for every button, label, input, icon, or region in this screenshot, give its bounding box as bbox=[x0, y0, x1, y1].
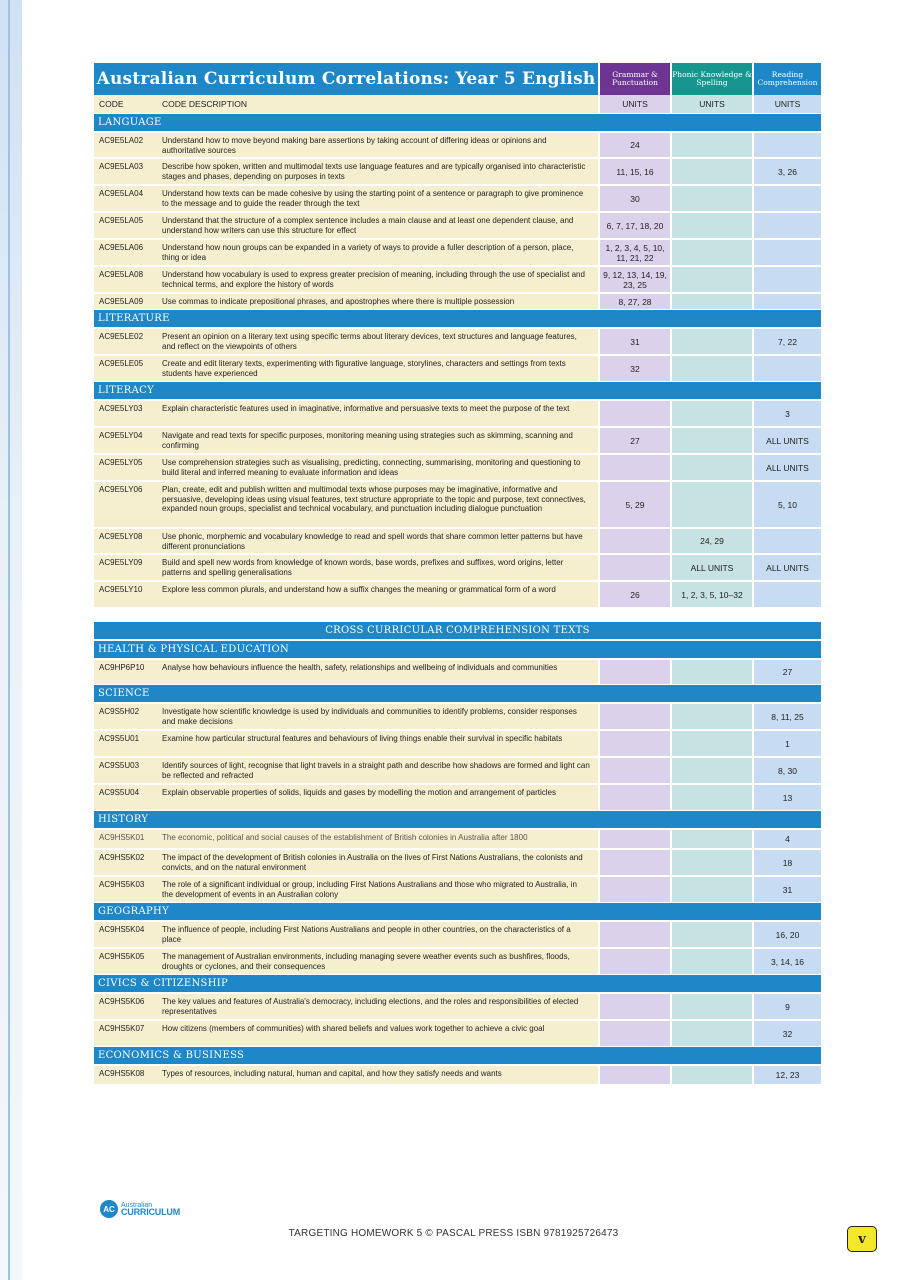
table-row bbox=[94, 240, 821, 265]
table-row bbox=[94, 329, 821, 354]
phonic-units-cell bbox=[670, 482, 752, 527]
row-description: Understand how noun groups can be expanded in a variety of ways to provide a fuller description of a person, place, thing or idea bbox=[160, 240, 598, 265]
row-code: AC9E5LA02 bbox=[94, 133, 160, 157]
row-code: AC9E5LE02 bbox=[94, 329, 160, 354]
row-description: Analyse how behaviours influence the health, safety, relationships and wellbeing of individuals and communities bbox=[160, 660, 598, 684]
phonic-units-cell bbox=[670, 401, 752, 426]
table-row bbox=[94, 529, 821, 553]
table-row bbox=[94, 159, 821, 184]
table-row bbox=[94, 704, 821, 729]
row-code: AC9HS5K08 bbox=[94, 1066, 160, 1084]
table-row bbox=[94, 1066, 821, 1084]
table-row bbox=[94, 785, 821, 810]
row-description: The impact of the development of British colonies in Australia on the lives of First Nations Australians, the colonists and convicts, and on the natural environment bbox=[160, 850, 598, 875]
row-code: AC9E5LY03 bbox=[94, 401, 160, 426]
section-header: HEALTH & PHYSICAL EDUCATION bbox=[94, 641, 821, 658]
grammar-units-cell: 6, 7, 17, 18, 20 bbox=[598, 213, 670, 238]
reading-units-cell: 16, 20 bbox=[752, 922, 821, 947]
reading-units-cell: 7, 22 bbox=[752, 329, 821, 354]
table-row bbox=[94, 850, 821, 875]
row-code: AC9E5LY08 bbox=[94, 529, 160, 553]
reading-units-cell: 27 bbox=[752, 660, 821, 684]
row-code: AC9HS5K01 bbox=[94, 830, 160, 848]
row-description: The key values and features of Australia's democracy, including elections, and the roles and responsibilities of elected representatives bbox=[160, 994, 598, 1019]
grammar-units-cell bbox=[598, 830, 670, 848]
row-description: Understand that the structure of a complex sentence includes a main clause and at least one dependent clause, and understand how writers can use this structure for effect bbox=[160, 213, 598, 238]
reading-units-cell: 1 bbox=[752, 731, 821, 756]
phonic-units-cell bbox=[670, 830, 752, 848]
grammar-units-header: UNITS bbox=[598, 95, 670, 113]
grammar-units-cell: 9, 12, 13, 14, 19, 23, 25 bbox=[598, 267, 670, 292]
table-row bbox=[94, 830, 821, 848]
reading-units-cell: 8, 30 bbox=[752, 758, 821, 783]
phonic-units-cell bbox=[670, 660, 752, 684]
row-description: Types of resources, including natural, human and capital, and how they satisfy needs and wants bbox=[160, 1066, 598, 1084]
row-code: AC9HS5K04 bbox=[94, 922, 160, 947]
header-grammar-punctuation: Grammar & Punctuation bbox=[598, 63, 670, 95]
row-description: Understand how vocabulary is used to express greater precision of meaning, including through the use of specialist and technical terms, and explore the history of words bbox=[160, 267, 598, 292]
phonic-units-cell bbox=[670, 949, 752, 974]
table-row bbox=[94, 758, 821, 783]
header-phonic-knowledge-spelling: Phonic Knowledge & Spelling bbox=[670, 63, 752, 95]
row-code: AC9S5H02 bbox=[94, 704, 160, 729]
grammar-units-cell: 32 bbox=[598, 356, 670, 381]
page-number: v bbox=[847, 1226, 877, 1252]
code-header: CODE bbox=[99, 99, 124, 109]
row-code: AC9E5LA09 bbox=[94, 294, 160, 309]
grammar-units-cell bbox=[598, 949, 670, 974]
row-description: Present an opinion on a literary text using specific terms about literary devices, text structures and language features, and reflect on the viewpoints of others bbox=[160, 329, 598, 354]
grammar-units-cell bbox=[598, 401, 670, 426]
row-description: Examine how particular structural features and behaviours of living things enable their survival in specific habitats bbox=[160, 731, 598, 756]
row-description: Investigate how scientific knowledge is used by individuals and communities to identify problems, consider responses and make decisions bbox=[160, 704, 598, 729]
phonic-units-cell bbox=[670, 294, 752, 309]
reading-units-cell bbox=[752, 529, 821, 553]
grammar-units-cell bbox=[598, 1066, 670, 1084]
phonic-units-cell bbox=[670, 877, 752, 902]
reading-units-cell: 32 bbox=[752, 1021, 821, 1046]
section-header: HISTORY bbox=[94, 811, 821, 828]
row-code: AC9E5LE05 bbox=[94, 356, 160, 381]
row-code: AC9E5LY05 bbox=[94, 455, 160, 480]
reading-units-cell: ALL UNITS bbox=[752, 555, 821, 580]
reading-units-cell: ALL UNITS bbox=[752, 428, 821, 453]
phonic-units-cell bbox=[670, 850, 752, 875]
row-description: Plan, create, edit and publish written and multimodal texts whose purposes may be imaginative, informative and persuasive, developing ideas using visual features, text structure appropriate to the topic and purpose, text connectives, expanded noun groups, specialist and technical vocabulary, and punctuation including dialogue punctuation bbox=[160, 482, 598, 527]
reading-units-cell bbox=[752, 356, 821, 381]
phonic-units-cell bbox=[670, 785, 752, 810]
row-code: AC9E5LY10 bbox=[94, 582, 160, 607]
row-description: Explain observable properties of solids, liquids and gases by modelling the motion and arrangement of particles bbox=[160, 785, 598, 810]
row-description: Build and spell new words from knowledge of known words, base words, prefixes and suffixes, word origins, letter patterns and spelling generalisations bbox=[160, 555, 598, 580]
table-row bbox=[94, 428, 821, 453]
table-row bbox=[94, 582, 821, 607]
table-row bbox=[94, 660, 821, 684]
table-row bbox=[94, 555, 821, 580]
correlation-table bbox=[94, 63, 821, 1084]
ac-logo-icon: AC bbox=[100, 1200, 118, 1218]
reading-units-cell bbox=[752, 186, 821, 211]
section-header: LANGUAGE bbox=[94, 114, 821, 131]
reading-units-cell: 8, 11, 25 bbox=[752, 704, 821, 729]
section-header: LITERATURE bbox=[94, 310, 821, 327]
table-row bbox=[94, 401, 821, 426]
section-header: SCIENCE bbox=[94, 685, 821, 702]
row-description: Explore less common plurals, and understand how a suffix changes the meaning or grammatical form of a word bbox=[160, 582, 598, 607]
row-description: Understand how texts can be made cohesive by using the starting point of a sentence or paragraph to give prominence to the message and to guide the reader through the text bbox=[160, 186, 598, 211]
phonic-units-cell bbox=[670, 133, 752, 157]
table-row bbox=[94, 133, 821, 157]
reading-units-cell: 13 bbox=[752, 785, 821, 810]
table-row bbox=[94, 294, 821, 309]
phonic-units-cell: ALL UNITS bbox=[670, 555, 752, 580]
grammar-units-cell: 11, 15, 16 bbox=[598, 159, 670, 184]
reading-units-cell: 18 bbox=[752, 850, 821, 875]
phonic-units-cell: 24, 29 bbox=[670, 529, 752, 553]
table-body bbox=[94, 114, 821, 1084]
row-code: AC9E5LY04 bbox=[94, 428, 160, 453]
row-code: AC9HS5K03 bbox=[94, 877, 160, 902]
row-code: AC9HS5K07 bbox=[94, 1021, 160, 1046]
reading-units-cell bbox=[752, 267, 821, 292]
table-row bbox=[94, 877, 821, 902]
grammar-units-cell: 8, 27, 28 bbox=[598, 294, 670, 309]
phonic-units-cell bbox=[670, 356, 752, 381]
grammar-units-cell bbox=[598, 455, 670, 480]
phonic-units-cell bbox=[670, 267, 752, 292]
row-code: AC9HS5K02 bbox=[94, 850, 160, 875]
reading-units-cell: ALL UNITS bbox=[752, 455, 821, 480]
table-row bbox=[94, 482, 821, 527]
phonic-units-cell bbox=[670, 240, 752, 265]
row-description: Describe how spoken, written and multimodal texts use language features and are typically organised into characteristic stages and phases, depending on purposes in texts bbox=[160, 159, 598, 184]
phonic-units-cell bbox=[670, 994, 752, 1019]
grammar-units-cell: 1, 2, 3, 4, 5, 10, 11, 21, 22 bbox=[598, 240, 670, 265]
reading-units-header: UNITS bbox=[752, 95, 821, 113]
units-header-row bbox=[94, 95, 821, 113]
row-code: AC9E5LY06 bbox=[94, 482, 160, 527]
reading-units-cell: 3, 26 bbox=[752, 159, 821, 184]
row-code: AC9E5LY09 bbox=[94, 555, 160, 580]
phonic-units-cell bbox=[670, 1066, 752, 1084]
row-code: AC9HS5K06 bbox=[94, 994, 160, 1019]
table-row bbox=[94, 267, 821, 292]
grammar-units-cell bbox=[598, 994, 670, 1019]
grammar-units-cell bbox=[598, 529, 670, 553]
table-row bbox=[94, 731, 821, 756]
row-description: Create and edit literary texts, experimenting with figurative language, storylines, characters and settings from texts students have experienced bbox=[160, 356, 598, 381]
australian-curriculum-logo bbox=[100, 1200, 180, 1218]
row-code: AC9E5LA08 bbox=[94, 267, 160, 292]
section-header: LITERACY bbox=[94, 382, 821, 399]
table-row bbox=[94, 186, 821, 211]
row-code: AC9E5LA04 bbox=[94, 186, 160, 211]
grammar-units-cell: 27 bbox=[598, 428, 670, 453]
grammar-units-cell bbox=[598, 850, 670, 875]
phonic-units-header: UNITS bbox=[670, 95, 752, 113]
row-description: Identify sources of light, recognise that light travels in a straight path and describe how shadows are formed and light can be reflected and refracted bbox=[160, 758, 598, 783]
phonic-units-cell bbox=[670, 922, 752, 947]
reading-units-cell: 4 bbox=[752, 830, 821, 848]
reading-units-cell: 5, 10 bbox=[752, 482, 821, 527]
reading-units-cell: 12, 23 bbox=[752, 1066, 821, 1084]
row-code: AC9E5LA06 bbox=[94, 240, 160, 265]
reading-units-cell bbox=[752, 294, 821, 309]
table-row bbox=[94, 213, 821, 238]
reading-units-cell bbox=[752, 213, 821, 238]
table-row bbox=[94, 455, 821, 480]
table-row bbox=[94, 994, 821, 1019]
reading-units-cell: 31 bbox=[752, 877, 821, 902]
section-header: CIVICS & CITIZENSHIP bbox=[94, 975, 821, 992]
title-row bbox=[94, 63, 821, 95]
row-code: AC9S5U03 bbox=[94, 758, 160, 783]
page-title: Australian Curriculum Correlations: Year 5 English bbox=[94, 63, 598, 95]
grammar-units-cell bbox=[598, 1021, 670, 1046]
phonic-units-cell bbox=[670, 455, 752, 480]
grammar-units-cell: 26 bbox=[598, 582, 670, 607]
row-description: The role of a significant individual or group, including First Nations Australians and those who migrated to Australia, in the development of events in an Australian colony bbox=[160, 877, 598, 902]
reading-units-cell bbox=[752, 133, 821, 157]
section-header: ECONOMICS & BUSINESS bbox=[94, 1047, 821, 1064]
section-header: GEOGRAPHY bbox=[94, 903, 821, 920]
row-code: AC9HP6P10 bbox=[94, 660, 160, 684]
grammar-units-cell: 31 bbox=[598, 329, 670, 354]
phonic-units-cell bbox=[670, 159, 752, 184]
logo-line-1: Australian bbox=[121, 1201, 153, 1209]
phonic-units-cell bbox=[670, 428, 752, 453]
grammar-units-cell bbox=[598, 758, 670, 783]
row-code: AC9S5U01 bbox=[94, 731, 160, 756]
grammar-units-cell bbox=[598, 922, 670, 947]
reading-units-cell: 3, 14, 16 bbox=[752, 949, 821, 974]
grammar-units-cell bbox=[598, 704, 670, 729]
logo-line-2: CURRICULUM bbox=[121, 1206, 180, 1217]
row-code: AC9E5LA03 bbox=[94, 159, 160, 184]
phonic-units-cell bbox=[670, 329, 752, 354]
grammar-units-cell bbox=[598, 731, 670, 756]
phonic-units-cell: 1, 2, 3, 5, 10–32 bbox=[670, 582, 752, 607]
row-description: The management of Australian environments, including managing severe weather events such as bushfires, floods, droughts or cyclones, and their consequences bbox=[160, 949, 598, 974]
row-code: AC9HS5K05 bbox=[94, 949, 160, 974]
row-description: Use comprehension strategies such as visualising, predicting, connecting, summarising, monitoring and questioning to build literal and inferred meaning to evaluate information and ideas bbox=[160, 455, 598, 480]
row-description: How citizens (members of communities) with shared beliefs and values work together to achieve a civic goal bbox=[160, 1021, 598, 1046]
table-row bbox=[94, 922, 821, 947]
row-description: The economic, political and social causes of the establishment of British colonies in Australia after 1800 bbox=[160, 830, 598, 848]
table-row bbox=[94, 1021, 821, 1046]
row-description: The influence of people, including First Nations Australians and people in other countries, on the characteristics of a place bbox=[160, 922, 598, 947]
page-edge-line bbox=[8, 0, 10, 1280]
table-row bbox=[94, 356, 821, 381]
grammar-units-cell bbox=[598, 555, 670, 580]
row-code: AC9S5U04 bbox=[94, 785, 160, 810]
phonic-units-cell bbox=[670, 213, 752, 238]
grammar-units-cell bbox=[598, 785, 670, 810]
row-description: Navigate and read texts for specific purposes, monitoring meaning using strategies such as skimming, scanning and confirming bbox=[160, 428, 598, 453]
reading-units-cell: 3 bbox=[752, 401, 821, 426]
table-row bbox=[94, 949, 821, 974]
row-description: Understand how to move beyond making bare assertions by taking account of differing ideas or opinions and authoritative sources bbox=[160, 133, 598, 157]
phonic-units-cell bbox=[670, 704, 752, 729]
reading-units-cell: 9 bbox=[752, 994, 821, 1019]
grammar-units-cell bbox=[598, 877, 670, 902]
grammar-units-cell: 5, 29 bbox=[598, 482, 670, 527]
row-description: Use phonic, morphemic and vocabulary knowledge to read and spell words that share common letter patterns but have different pronunciations bbox=[160, 529, 598, 553]
reading-units-cell bbox=[752, 240, 821, 265]
grammar-units-cell: 30 bbox=[598, 186, 670, 211]
phonic-units-cell bbox=[670, 186, 752, 211]
reading-units-cell bbox=[752, 582, 821, 607]
description-header: CODE DESCRIPTION bbox=[162, 99, 248, 109]
phonic-units-cell bbox=[670, 1021, 752, 1046]
footer-text: TARGETING HOMEWORK 5 © PASCAL PRESS ISBN 9781925726473 bbox=[288, 1228, 619, 1239]
header-reading-comprehension: Reading Comprehension bbox=[752, 63, 821, 95]
row-code: AC9E5LA05 bbox=[94, 213, 160, 238]
grammar-units-cell bbox=[598, 660, 670, 684]
row-description: Explain characteristic features used in imaginative, informative and persuasive texts to meet the purpose of the text bbox=[160, 401, 598, 426]
page-edge-band bbox=[0, 0, 22, 1280]
row-description: Use commas to indicate prepositional phrases, and apostrophes where there is multiple possession bbox=[160, 294, 598, 309]
phonic-units-cell bbox=[670, 758, 752, 783]
phonic-units-cell bbox=[670, 731, 752, 756]
cross-curricular-header: CROSS CURRICULAR COMPREHENSION TEXTS bbox=[94, 622, 821, 639]
grammar-units-cell: 24 bbox=[598, 133, 670, 157]
